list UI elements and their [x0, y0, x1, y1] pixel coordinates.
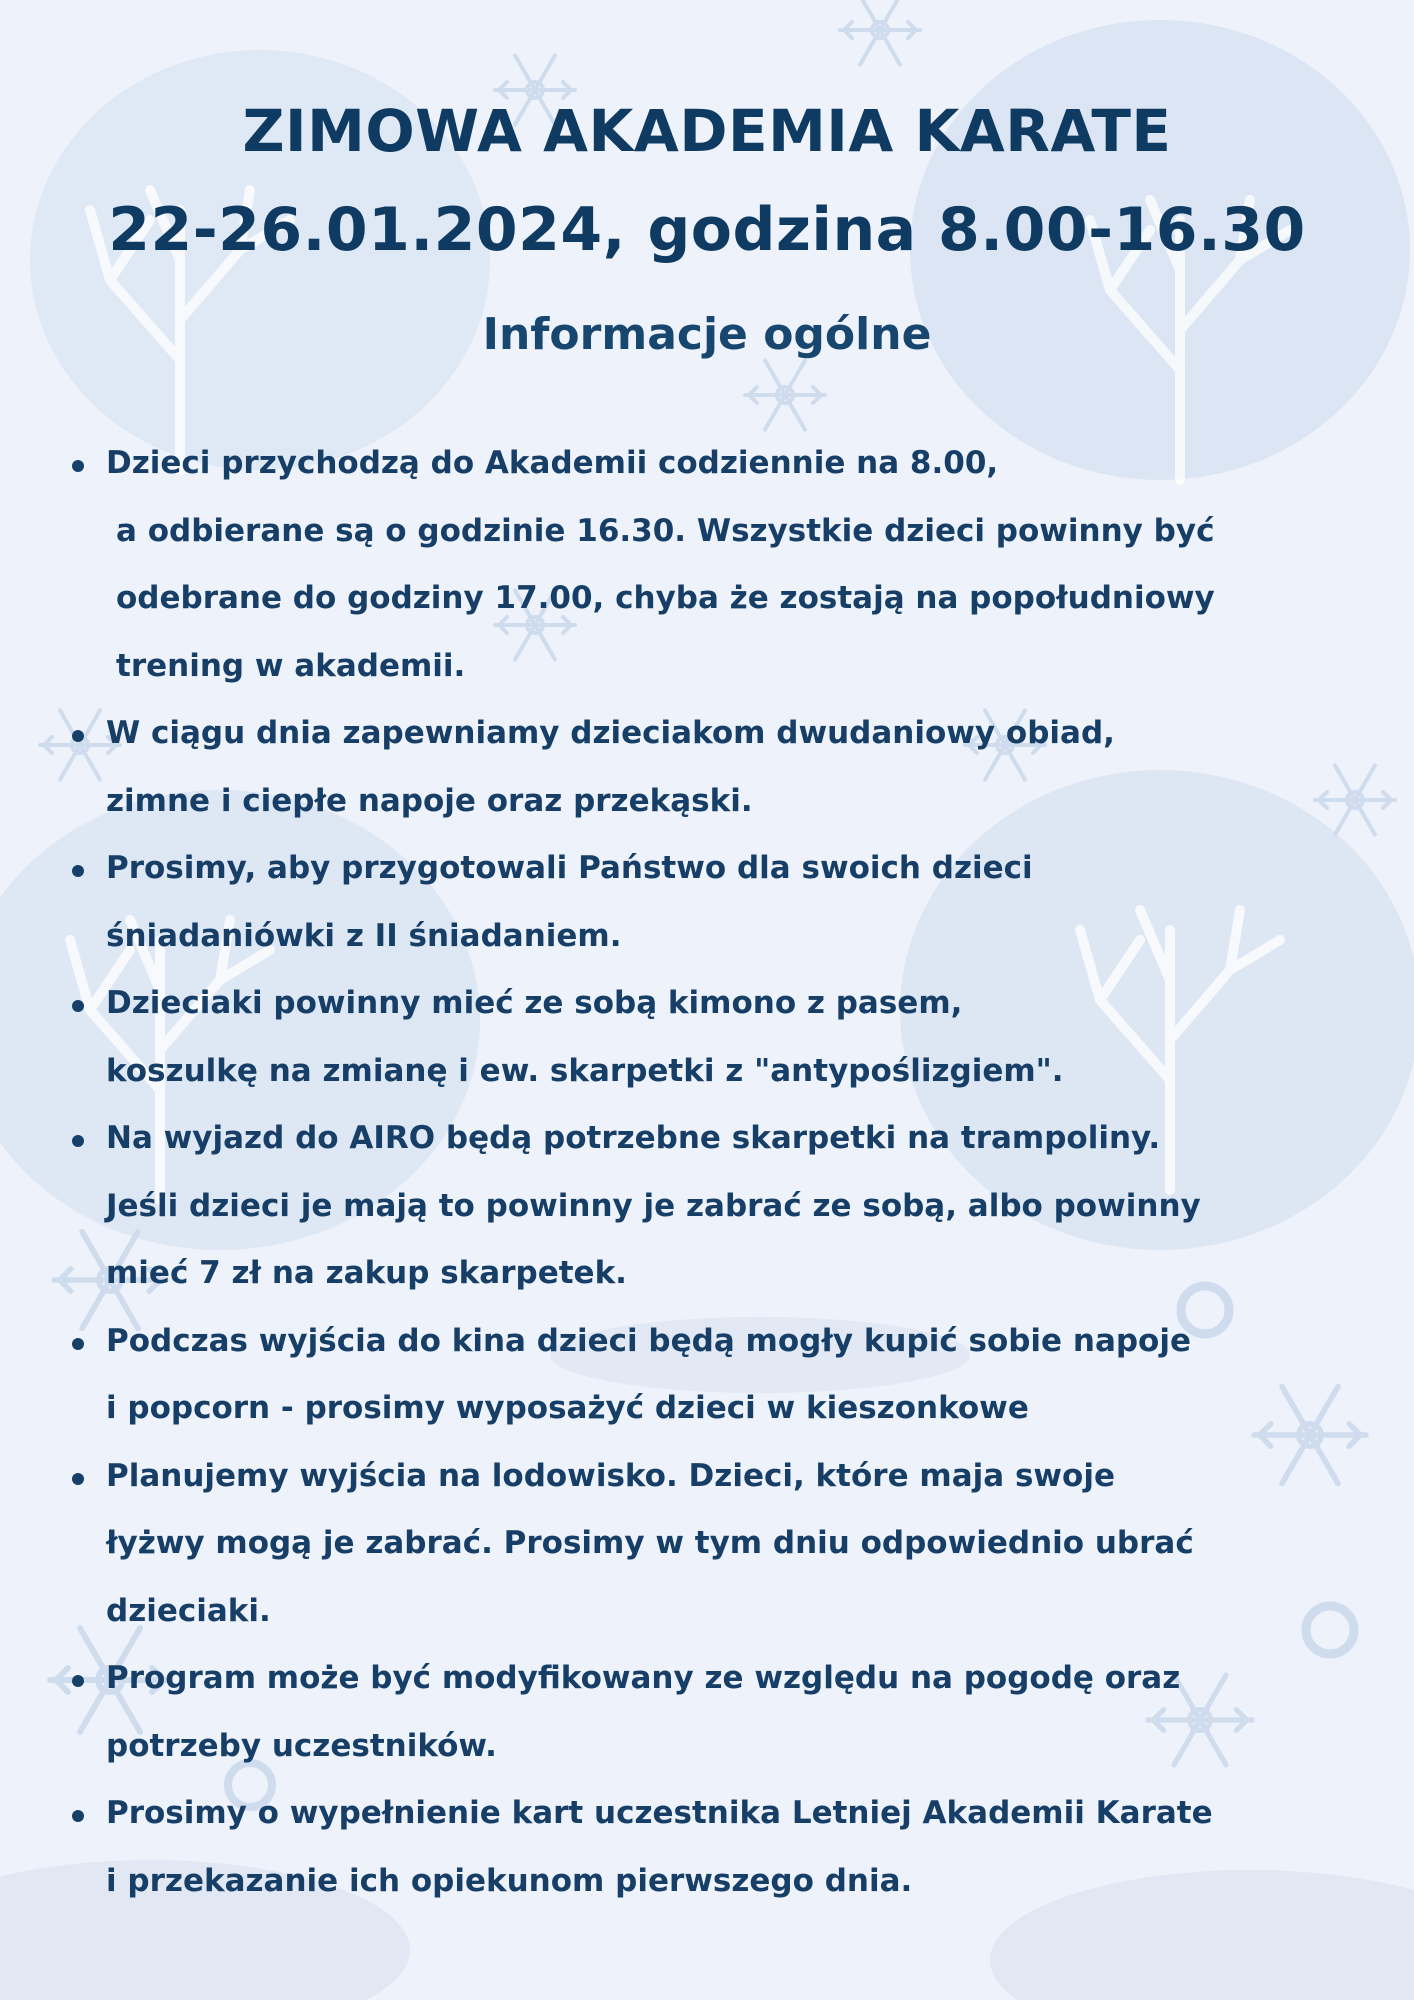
bullet-icon: [72, 1810, 84, 1822]
list-item-line: dzieciaki.: [106, 1592, 271, 1629]
list-item: [72, 1780, 1382, 1915]
bullet-icon: [72, 1135, 84, 1147]
list-item-line: Jeśli dzieci je mają to powinny je zabrać ze sobą, albo powinny: [106, 1187, 1201, 1224]
list-item: [72, 835, 1382, 970]
list-item-line: Program może być modyfikowany ze względu na pogodę oraz: [106, 1660, 1181, 1696]
page-title: ZIMOWA AKADEMIA KARATE: [242, 97, 1172, 165]
list-item-line: Dzieci przychodzą do Akademii codziennie na 8.00,: [106, 445, 999, 481]
bullet-icon: [72, 865, 84, 877]
list-item: [72, 1308, 1382, 1443]
bullet-icon: [72, 730, 84, 742]
list-item-line: Prosimy o wypełnienie kart uczestnika Letniej Akademii Karate: [106, 1795, 1213, 1831]
info-list: [72, 430, 1382, 1915]
list-item: [72, 1443, 1382, 1646]
list-item: [72, 970, 1382, 1105]
list-item: [72, 430, 1382, 700]
list-item-line: śniadaniówki z II śniadaniem.: [106, 917, 622, 954]
list-item-line: potrzeby uczestników.: [106, 1727, 497, 1764]
list-item: [72, 1645, 1382, 1780]
bullet-icon: [72, 1473, 84, 1485]
list-item-line: Dzieciaki powinny mieć ze sobą kimono z pasem,: [106, 985, 963, 1021]
event-dates-title: 22-26.01.2024, godzina 8.00-16.30: [108, 195, 1306, 265]
list-item: [72, 700, 1382, 835]
list-item-line: i popcorn - prosimy wyposażyć dzieci w kieszonkowe: [106, 1390, 1029, 1426]
list-item-line: trening w akademii.: [116, 647, 466, 684]
list-item-line: Podczas wyjścia do kina dzieci będą mogły kupić sobie napoje: [106, 1322, 1191, 1359]
list-item-line: i przekazanie ich opiekunom pierwszego dnia.: [106, 1862, 913, 1899]
bullet-icon: [72, 1675, 84, 1687]
list-item-line: koszulkę na zmianę i ew. skarpetki z "antypoślizgiem".: [106, 1052, 1064, 1089]
section-subtitle: Informacje ogólne: [482, 309, 932, 360]
list-item-line: łyżwy mogą je zabrać. Prosimy w tym dniu odpowiednio ubrać: [106, 1525, 1194, 1561]
list-item-line: mieć 7 zł na zakup skarpetek.: [106, 1255, 627, 1291]
list-item-line: odebrane do godziny 17.00, chyba że zostają na popołudniowy: [116, 580, 1215, 616]
list-item-line: Na wyjazd do AIRO będą potrzebne skarpetki na trampoliny.: [106, 1120, 1161, 1156]
list-item-line: a odbierane są o godzinie 16.30. Wszystkie dzieci powinny być: [116, 512, 1215, 549]
list-item-line: W ciągu dnia zapewniamy dzieciakom dwudaniowy obiad,: [106, 715, 1115, 751]
list-item-line: Planujemy wyjścia na lodowisko. Dzieci, które maja swoje: [106, 1457, 1115, 1494]
list-item: [72, 1105, 1382, 1308]
bullet-icon: [72, 460, 84, 472]
bullet-icon: [72, 1000, 84, 1012]
list-item-line: Prosimy, aby przygotowali Państwo dla swoich dzieci: [106, 850, 1033, 886]
list-item-line: zimne i ciepłe napoje oraz przekąski.: [106, 782, 753, 819]
bullet-icon: [72, 1338, 84, 1350]
